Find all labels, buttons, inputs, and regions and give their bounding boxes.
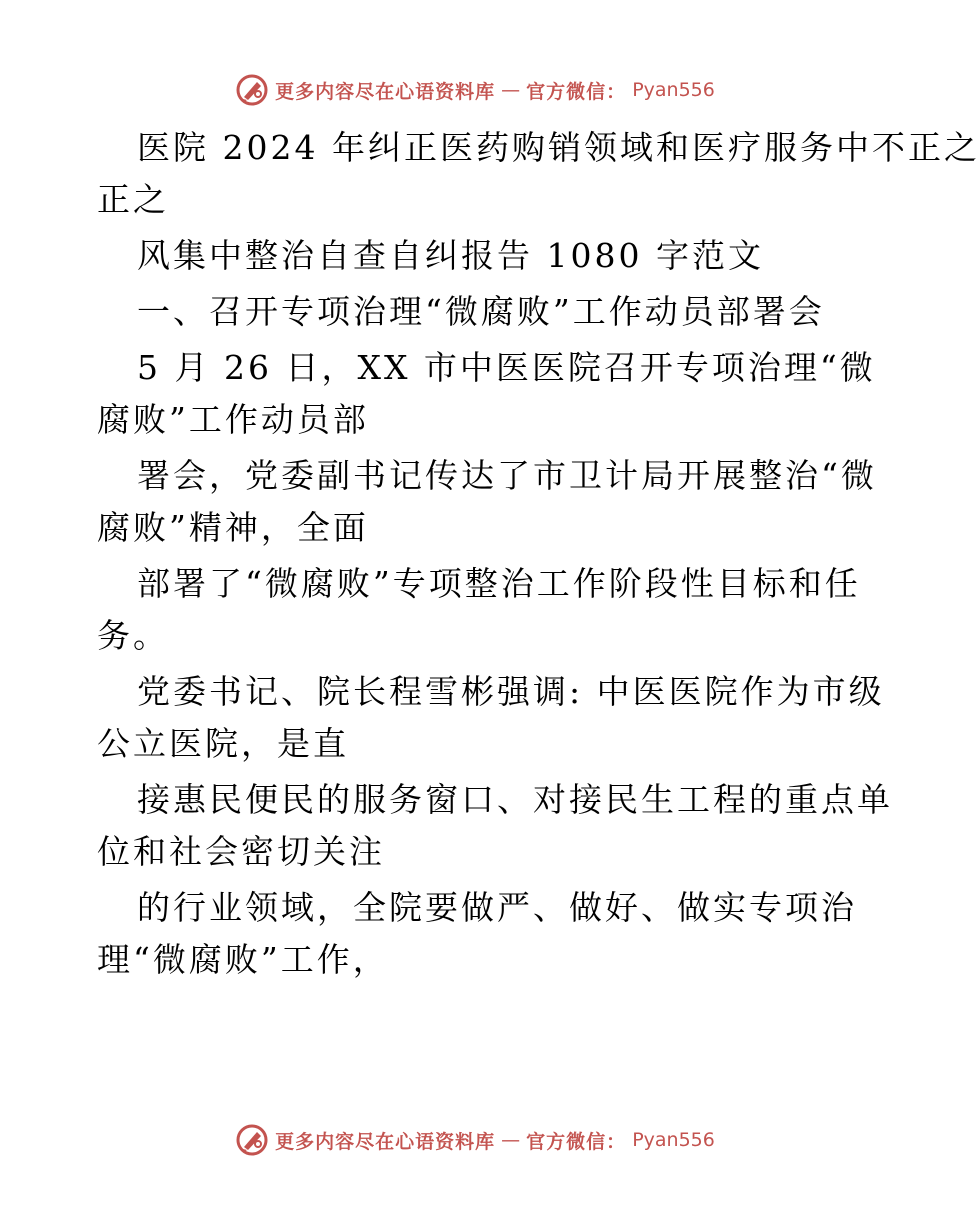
banner-dash: — xyxy=(501,79,521,101)
banner-wechat-label: 官方微信： xyxy=(526,80,627,103)
paragraph-line: 公立医院，是直 xyxy=(97,724,349,763)
banner-dash: — xyxy=(501,1129,521,1151)
footer-banner xyxy=(0,1120,950,1160)
paragraph-line: 部署了“微腐败”专项整治工作阶段性目标和任 xyxy=(137,564,861,603)
paragraph-line: 接惠民便民的服务窗口、对接民生工程的重点单 xyxy=(137,780,893,819)
paragraph-line: 署会，党委副书记传达了市卫计局开展整治“微 xyxy=(137,456,877,495)
paragraph-line: 理“微腐败”工作， xyxy=(97,940,389,979)
logo-icon xyxy=(235,1123,269,1157)
banner-wechat-id: Pyan556 xyxy=(632,79,715,101)
paragraph-line: 5 月 26 日，XX 市中医医院召开专项治理“微 xyxy=(137,348,876,387)
document-body xyxy=(97,122,980,986)
paragraph-line: 党委书记、院长程雪彬强调: 中医医院作为市级 xyxy=(137,672,885,711)
paragraph-line: 腐败”工作动员部 xyxy=(97,400,369,439)
paragraph-line: 腐败”精神，全面 xyxy=(97,508,369,547)
section-heading: 一、召开专项治理“微腐败”工作动员部署会 xyxy=(137,292,825,331)
paragraph-line: 位和社会密切关注 xyxy=(97,832,385,871)
title-line-2: 正之 xyxy=(97,180,169,219)
banner-text: 更多内容尽在心语资料库 xyxy=(275,1130,496,1153)
banner-wechat-id: Pyan556 xyxy=(632,1129,715,1151)
banner-wechat-label: 官方微信： xyxy=(526,1130,627,1153)
paragraph-line: 务。 xyxy=(97,616,169,655)
title-line-1: 医院 2024 年纠正医药购销领域和医疗服务中不正之 xyxy=(137,128,980,167)
banner-inner xyxy=(235,73,715,107)
logo-icon xyxy=(235,73,269,107)
banner-text: 更多内容尽在心语资料库 xyxy=(275,80,496,103)
header-banner xyxy=(0,70,950,110)
paragraph-line: 的行业领域，全院要做严、做好、做实专项治 xyxy=(137,888,857,927)
title-line-3: 风集中整治自查自纠报告 1080 字范文 xyxy=(137,236,764,275)
banner-inner xyxy=(235,1123,715,1157)
